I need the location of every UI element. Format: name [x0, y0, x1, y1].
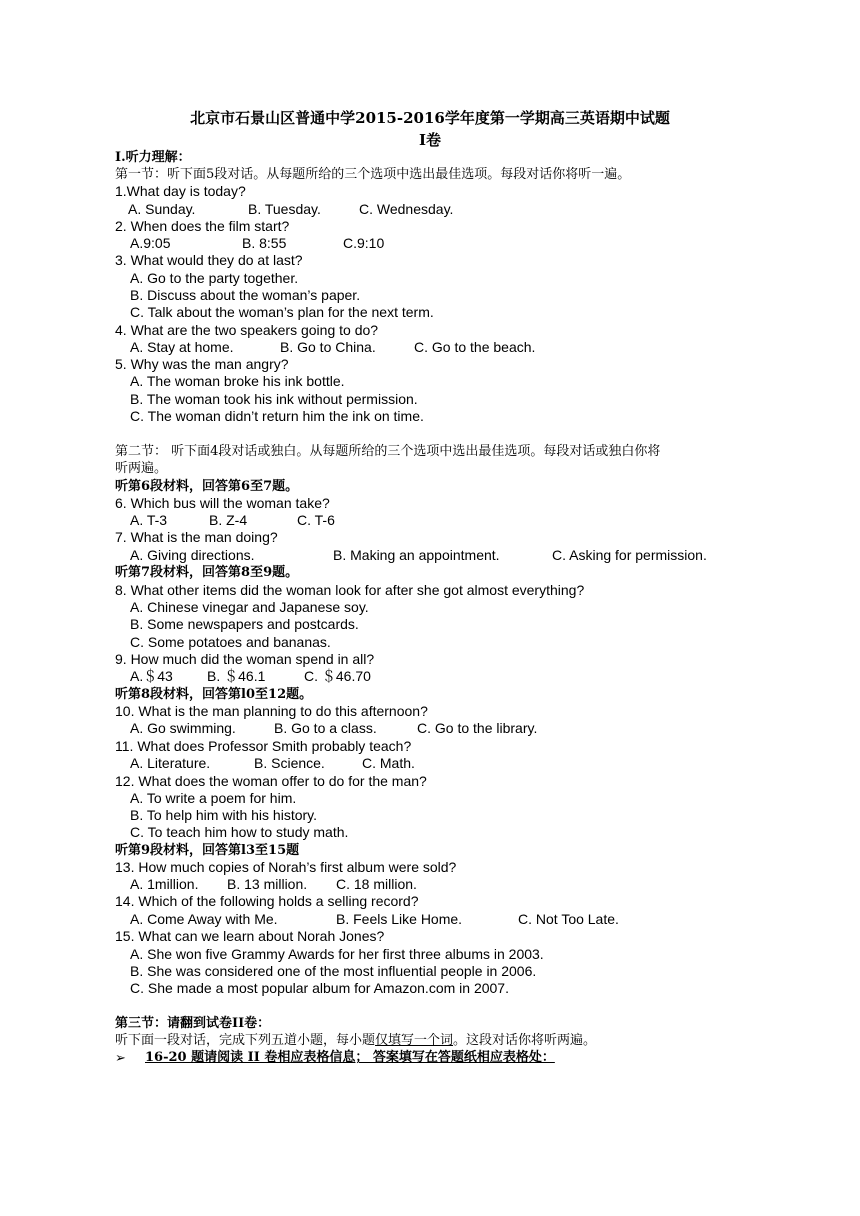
option: B. Discuss about the woman’s paper.	[130, 287, 361, 303]
option: A. Literature.	[130, 755, 211, 771]
option: A.9:05	[130, 235, 171, 251]
option: A. She won five Grammy Awards for her first three albums in 2003.	[130, 946, 544, 962]
option: C. 18 million.	[336, 876, 417, 892]
section3-note: 16-20 题请阅读 II 卷相应表格信息； 答案填写在答题纸相应表格处：	[145, 1050, 555, 1065]
section3-heading: 第三节：请翻到试卷II卷：	[115, 1016, 271, 1031]
option: A. Go swimming.	[130, 720, 236, 736]
question-8: 8. What other items did the woman look for after she got almost everything?	[115, 582, 585, 598]
question-15: 15. What can we learn about Norah Jones?	[115, 928, 385, 944]
option: B. Go to a class.	[274, 720, 377, 736]
question-10: 10. What is the man planning to do this afternoon?	[115, 703, 428, 719]
option: C. The woman didn’t return him the ink on time.	[130, 408, 424, 424]
question-4: 4. What are the two speakers going to do?	[115, 322, 379, 338]
question-3: 3. What would they do at last?	[115, 252, 303, 268]
option: A. To write a poem for him.	[130, 790, 297, 806]
question-14: 14. Which of the following holds a selling record?	[115, 893, 419, 909]
option: B. She was considered one of the most influential people in 2006.	[130, 963, 537, 979]
question-11: 11. What does Professor Smith probably teach?	[115, 738, 412, 754]
option: B. Feels Like Home.	[336, 911, 463, 927]
option: B. Science.	[254, 755, 325, 771]
material-heading: 听第8段材料，回答第l0至12题。	[115, 687, 313, 702]
option: C. Go to the beach.	[414, 339, 536, 355]
underlined-instruction: 仅填写一个词	[375, 1033, 454, 1048]
question-2: 2. When does the film start?	[115, 218, 290, 234]
option: C. Talk about the woman’s plan for the next term.	[130, 304, 434, 320]
option: B. To help him with his history.	[130, 807, 318, 823]
option: B. Tuesday.	[248, 201, 321, 217]
option: A. The woman broke his ink bottle.	[130, 373, 345, 389]
section2-intro-cont: 听两遍。	[115, 461, 168, 476]
option: A.＄43	[130, 668, 173, 684]
option: B. Go to China.	[280, 339, 376, 355]
question-5: 5. Why was the man angry?	[115, 356, 289, 372]
option: B. ＄46.1	[207, 668, 266, 684]
option: C. Some potatoes and bananas.	[130, 634, 331, 650]
material-heading: 听第7段材料，回答第8至9题。	[115, 565, 299, 580]
section3-intro-end: 。这段对话你将听两遍。	[453, 1033, 597, 1048]
volume-title: Ⅰ卷	[418, 131, 442, 149]
material-heading: 听第6段材料，回答第6至7题。	[115, 479, 299, 494]
option: C. Go to the library.	[417, 720, 538, 736]
option: C. Asking for permission.	[552, 547, 707, 563]
option: C. Math.	[362, 755, 415, 771]
option: B. 8:55	[242, 235, 287, 251]
material-heading: 听第9段材料，回答第l3至15题	[115, 843, 300, 858]
exam-title: 北京市石景山区普通中学2015-2016学年度第一学期高三英语期中试题	[190, 109, 670, 127]
section3-intro-text: 听下面一段对话，完成下列五道小题，每小题	[115, 1033, 376, 1048]
option: B. The woman took his ink without permission.	[130, 391, 418, 407]
section3-intro	[115, 1032, 596, 1049]
option: A. Stay at home.	[130, 339, 234, 355]
option: C. Not Too Late.	[518, 911, 619, 927]
option: C. Wednesday.	[359, 201, 454, 217]
option: B. Z-4	[209, 512, 248, 528]
option: B. 13 million.	[227, 876, 308, 892]
question-7: 7. What is the man doing?	[115, 529, 278, 545]
question-9: 9. How much did the woman spend in all?	[115, 651, 375, 667]
option: C.9:10	[343, 235, 385, 251]
option: A. Sunday.	[128, 201, 196, 217]
option: C. She made a most popular album for Amazon.com in 2007.	[130, 980, 509, 996]
option: C. ＄46.70	[304, 668, 371, 684]
arrow-bullet-icon: ➢	[115, 1050, 126, 1065]
option: B. Some newspapers and postcards.	[130, 616, 359, 632]
question-12: 12. What does the woman offer to do for the man?	[115, 773, 427, 789]
option: C. To teach him how to study math.	[130, 824, 349, 840]
question-6: 6. Which bus will the woman take?	[115, 495, 330, 511]
question-1: 1.What day is today?	[115, 183, 246, 199]
question-13: 13. How much copies of Norah’s first album were sold?	[115, 859, 457, 875]
option: A. Go to the party together.	[130, 270, 299, 286]
part-heading: I.听力理解：	[115, 150, 191, 165]
option: A. Giving directions.	[130, 547, 255, 563]
option: B. Making an appointment.	[333, 547, 500, 563]
section1-intro: 第一节：听下面5段对话。从每题所给的三个选项中选出最佳选项。每段对话你将听一遍。	[115, 167, 631, 182]
option: A. 1million.	[130, 876, 199, 892]
option: A. T-3	[130, 512, 168, 528]
section2-intro: 第二节： 听下面4段对话或独白。从每题所给的三个选项中选出最佳选项。每段对话或独白你将	[115, 444, 661, 459]
option: A. Chinese vinegar and Japanese soy.	[130, 599, 369, 615]
option: A. Come Away with Me.	[130, 911, 278, 927]
option: C. T-6	[297, 512, 335, 528]
